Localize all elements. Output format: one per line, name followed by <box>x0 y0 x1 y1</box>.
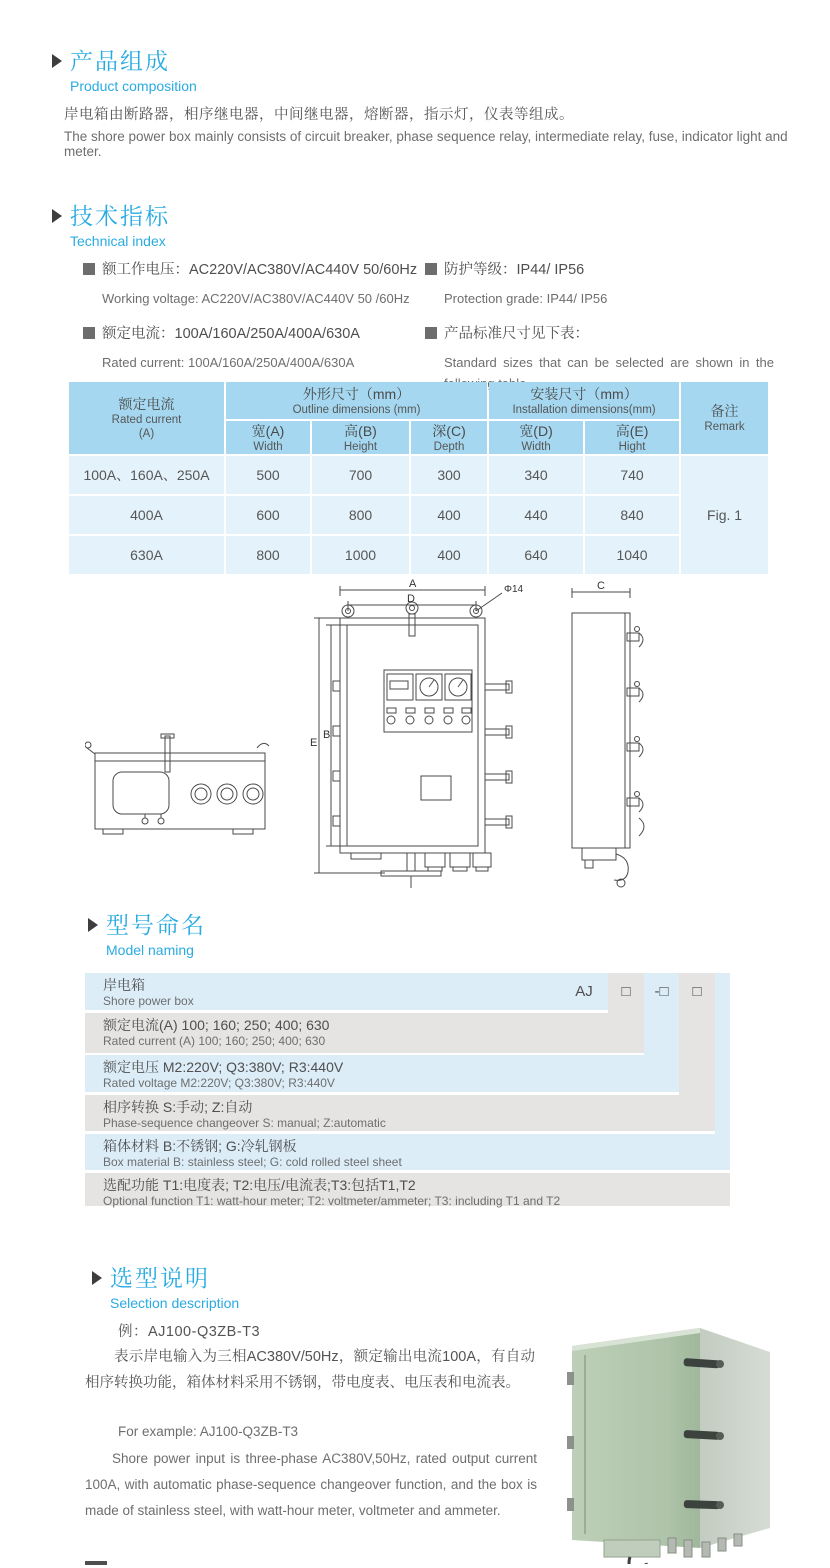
naming-row-text <box>103 976 602 1009</box>
naming-en: Rated voltage M2:220V; Q3:380V; R3:440V <box>103 1076 335 1090</box>
spec-standard-sizes <box>425 322 770 343</box>
spec-en: Standard sizes that can be selected are shown in the <box>444 355 774 370</box>
footer-mark <box>85 1561 107 1565</box>
section-arrow-icon <box>52 54 62 68</box>
square-bullet-icon <box>425 327 437 339</box>
model-slot-changeover: □ <box>692 983 702 1000</box>
naming-row-text <box>103 1137 724 1170</box>
header-en: Height <box>343 440 378 453</box>
technical-specs-left <box>83 258 418 386</box>
cell-width: 800 <box>226 536 310 574</box>
header-cn: 高(E) <box>615 422 649 439</box>
spec-rated-current <box>83 322 418 343</box>
cell-inst-hight: 840 <box>585 496 679 534</box>
section-technical-index-header <box>52 203 170 249</box>
naming-row-phase-changeover <box>85 1095 715 1131</box>
naming-row-text <box>103 1058 673 1091</box>
bottom-bracket <box>604 1540 660 1557</box>
selection-body-en: Shore power input is three-phase AC380V,50Hz, rated output current 100A, with automatic phase-sequence changeover function, and the box is made of stainless steel, with watt-hour meter, voltmeter and ammeter. <box>85 1451 537 1518</box>
spec-en: Protection grade: IP44/ IP56 <box>444 291 608 306</box>
section-selection-description-header <box>92 1265 239 1311</box>
naming-row-optional-function <box>85 1173 730 1206</box>
dim-label-b: B <box>323 729 331 741</box>
header-cn: 深(C) <box>432 422 466 439</box>
section-title-en: Product composition <box>70 78 197 94</box>
spec-cn: 额定电流：100A/160A/250A/400A/630A <box>102 326 360 342</box>
model-naming-table <box>85 973 730 1206</box>
dimension-drawings <box>85 578 770 900</box>
col-header-installation <box>489 382 679 419</box>
cell-height: 1000 <box>312 536 409 574</box>
header-unit: (A) <box>138 428 155 440</box>
composition-body-cn: 岸电箱由断路器，相序继电器，中间继电器，熔断器，指示灯，仪表等组成。 <box>64 107 574 123</box>
cell-inst-width: 640 <box>489 536 583 574</box>
side-view-drawing <box>572 588 644 887</box>
header-en: Installation dimensions(mm) <box>512 403 656 416</box>
section-model-naming-header <box>88 912 206 958</box>
header-en: Rated current <box>111 414 182 426</box>
naming-row-box-material <box>85 1134 730 1170</box>
naming-row-text <box>103 1098 709 1131</box>
section-title-en: Technical index <box>70 233 166 249</box>
hole-diameter-label: Φ14 <box>504 584 524 595</box>
model-prefix: AJ <box>575 983 593 1000</box>
cell-remark: Fig. 1 <box>681 456 768 574</box>
section-product-composition-header <box>52 48 197 94</box>
naming-en: Rated current (A) 100; 160; 250; 400; 630 <box>103 1034 326 1048</box>
cell-current: 100A、160A、250A <box>69 456 224 494</box>
cell-inst-width: 440 <box>489 496 583 534</box>
col-header-remark <box>681 382 768 454</box>
cabinet-illustration <box>567 1328 770 1564</box>
table-row <box>69 536 768 574</box>
cell-inst-hight: 1040 <box>585 536 679 574</box>
subheader-hight-e <box>585 421 679 454</box>
naming-en: Box material B: stainless steel; G: cold rolled steel sheet <box>103 1155 402 1169</box>
square-bullet-icon <box>83 263 95 275</box>
section-title-en: Model naming <box>106 942 194 958</box>
cell-current: 630A <box>69 536 224 574</box>
header-en: Remark <box>704 421 745 433</box>
spec-en: Working voltage: AC220V/AC380V/AC440V 50 /60Hz <box>102 291 410 306</box>
bottom-hook <box>629 1557 646 1564</box>
naming-en: Optional function T1: watt-hour meter; T2: voltmeter/ammeter; T3: including T1 and T2 <box>103 1194 561 1208</box>
cell-depth: 300 <box>411 456 487 494</box>
header-cn: 宽(D) <box>519 422 553 439</box>
naming-cn: 岸电箱 <box>103 977 145 993</box>
dimensions-table <box>67 380 770 576</box>
cell-depth: 400 <box>411 496 487 534</box>
naming-cn: 箱体材料 B:不锈钢; G:冷轧钢板 <box>103 1138 297 1154</box>
header-cn: 额定电流 <box>118 396 175 412</box>
naming-row-shore-power-box <box>85 973 608 1010</box>
naming-row-text <box>103 1176 724 1209</box>
front-view-drawing <box>314 586 512 888</box>
subheader-width-d <box>489 421 583 454</box>
header-cn: 备注 <box>710 403 739 419</box>
header-en: Hight <box>618 440 646 453</box>
model-slot-current: □ <box>621 983 631 1000</box>
header-en: Width <box>521 440 551 453</box>
cell-current: 400A <box>69 496 224 534</box>
bottom-view-drawing <box>85 734 269 834</box>
cell-depth: 400 <box>411 536 487 574</box>
square-bullet-icon <box>425 263 437 275</box>
section-title-cn: 型号命名 <box>106 912 206 938</box>
spec-working-voltage <box>83 258 418 279</box>
selection-body-cn: 表示岸电输入为三相AC380V/50Hz，额定输出电流100A，有自动相序转换功能，箱体材料采用不锈钢，带电度表、电压表和电流表。 <box>85 1349 535 1391</box>
naming-en: Shore power box <box>103 994 194 1008</box>
naming-row-text <box>103 1016 638 1049</box>
section-arrow-icon <box>92 1271 102 1285</box>
naming-cn: 相序转换 S:手动; Z:自动 <box>103 1099 253 1115</box>
composition-body-en: The shore power box mainly consists of circuit breaker, phase sequence relay, intermediate relay, fuse, indicator light and meter. <box>64 129 788 159</box>
header-en: Depth <box>433 440 465 453</box>
header-en: Width <box>253 440 283 453</box>
header-cn: 高(B) <box>344 422 377 439</box>
spec-cn: 额工作电压：AC220V/AC380V/AC440V 50/60Hz <box>102 262 418 278</box>
section-arrow-icon <box>52 209 62 223</box>
square-bullet-icon <box>83 327 95 339</box>
cell-height: 700 <box>312 456 409 494</box>
dim-label-a: A <box>409 578 417 590</box>
section-arrow-icon <box>88 918 98 932</box>
subheader-width-a <box>226 421 310 454</box>
subheader-height-b <box>312 421 409 454</box>
naming-row-rated-current <box>85 1013 644 1053</box>
header-cn: 外形尺寸（mm） <box>302 385 411 402</box>
naming-row-rated-voltage <box>85 1055 679 1092</box>
col-header-rated-current <box>69 382 224 454</box>
box-front-face <box>572 1328 700 1548</box>
model-slot-voltage: -□ <box>654 983 669 1000</box>
dim-label-e: E <box>310 737 318 749</box>
naming-cn: 额定电压 M2:220V; Q3:380V; R3:440V <box>103 1059 344 1075</box>
naming-cn: 额定电流(A) 100; 160; 250; 400; 630 <box>103 1017 330 1033</box>
cell-width: 600 <box>226 496 310 534</box>
section-title-cn: 产品组成 <box>70 48 170 74</box>
cell-height: 800 <box>312 496 409 534</box>
header-cn: 安装尺寸（mm） <box>530 385 638 402</box>
product-photo <box>548 1308 820 1564</box>
dim-label-d: D <box>407 593 415 605</box>
spec-en: Rated current: 100A/160A/250A/400A/630A <box>102 355 355 370</box>
spec-cn: 防护等级：IP44/ IP56 <box>444 262 585 278</box>
selection-example-en: For example: AJ100-Q3ZB-T3 <box>118 1424 299 1439</box>
naming-cn: 选配功能 T1:电度表; T2:电压/电流表;T3:包括T1,T2 <box>103 1177 416 1193</box>
naming-col-material <box>715 973 730 1134</box>
table-row <box>69 496 768 534</box>
selection-example-cn: 例：AJ100-Q3ZB-T3 <box>118 1324 261 1340</box>
subheader-depth-c <box>411 421 487 454</box>
cell-inst-width: 340 <box>489 456 583 494</box>
section-title-cn: 选型说明 <box>110 1265 210 1291</box>
table-row <box>69 456 768 494</box>
section-title-cn: 技术指标 <box>70 203 170 229</box>
header-cn: 宽(A) <box>251 422 285 439</box>
spec-cn: 产品标准尺寸见下表： <box>444 326 589 342</box>
naming-en: Phase-sequence changeover S: manual; Z:automatic <box>103 1116 386 1130</box>
col-header-outline <box>226 382 487 419</box>
dim-label-c: C <box>597 580 605 592</box>
header-en: Outline dimensions (mm) <box>292 403 421 416</box>
cell-width: 500 <box>226 456 310 494</box>
cell-inst-hight: 740 <box>585 456 679 494</box>
section-title-en: Selection description <box>110 1295 240 1311</box>
spec-protection-grade <box>425 258 770 279</box>
